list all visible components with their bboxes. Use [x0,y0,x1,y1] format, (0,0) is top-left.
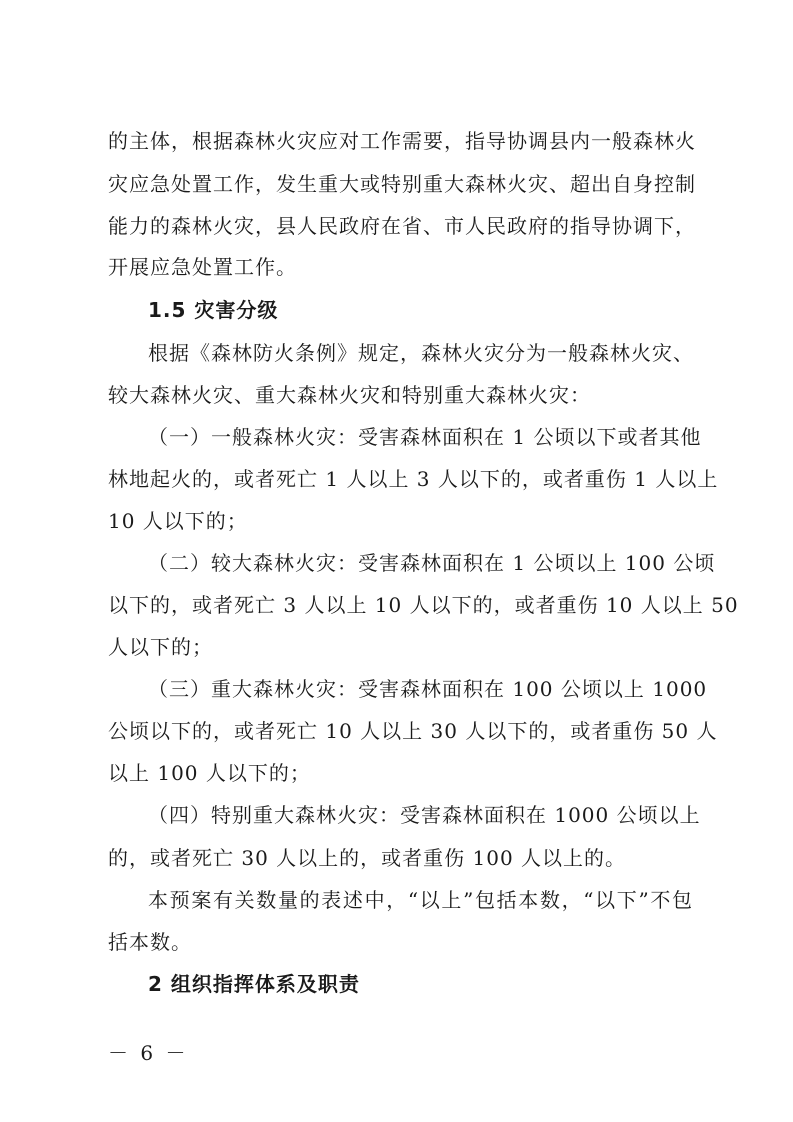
paragraph-line: 本预案有关数量的表述中，“以上”包括本数，“以下”不包 [148,888,693,912]
paragraph-line: 灾应急处置工作，发生重大或特别重大森林火灾、超出自身控制 [108,172,696,196]
paragraph-line: 人以下的； [108,635,213,659]
paragraph-line: 的，或者死亡 30 人以上的，或者重伤 100 人以上的。 [108,846,627,870]
section-heading-2: 2 组织指挥体系及职责 [148,972,360,996]
paragraph-line: 的主体，根据森林火灾应对工作需要，指导协调县内一般森林火 [108,129,696,153]
paragraph-line: 较大森林火灾、重大森林火灾和特别重大森林火灾： [108,383,591,407]
paragraph-line: 根据《森林防火条例》规定，森林火灾分为一般森林火灾、 [148,341,694,365]
paragraph-line: （二）较大森林火灾：受害森林面积在 1 公顷以上 100 公顷 [148,551,716,575]
paragraph-line: （三）重大森林火灾：受害森林面积在 100 公顷以上 1000 [148,677,708,701]
paragraph-line: （一）一般森林火灾：受害森林面积在 1 公顷以下或者其他 [148,425,702,449]
section-heading-1-5: 1.5 灾害分级 [148,298,279,322]
paragraph-line: 10 人以下的； [108,509,248,533]
paragraph-line: 公顷以下的，或者死亡 10 人以上 30 人以下的，或者重伤 50 人 [108,719,718,743]
paragraph-line: （四）特别重大森林火灾：受害森林面积在 1000 公顷以上 [148,803,701,827]
paragraph-line: 以下的，或者死亡 3 人以上 10 人以下的，或者重伤 10 人以上 50 [108,593,739,617]
page-number: － 6 － [108,1041,189,1065]
paragraph-line: 括本数。 [108,930,192,954]
paragraph-line: 能力的森林火灾，县人民政府在省、市人民政府的指导协调下， [108,214,696,238]
paragraph-line: 林地起火的，或者死亡 1 人以上 3 人以下的，或者重伤 1 人以上 [108,467,719,491]
paragraph-line: 开展应急处置工作。 [108,255,297,279]
paragraph-line: 以上 100 人以下的； [108,761,311,785]
